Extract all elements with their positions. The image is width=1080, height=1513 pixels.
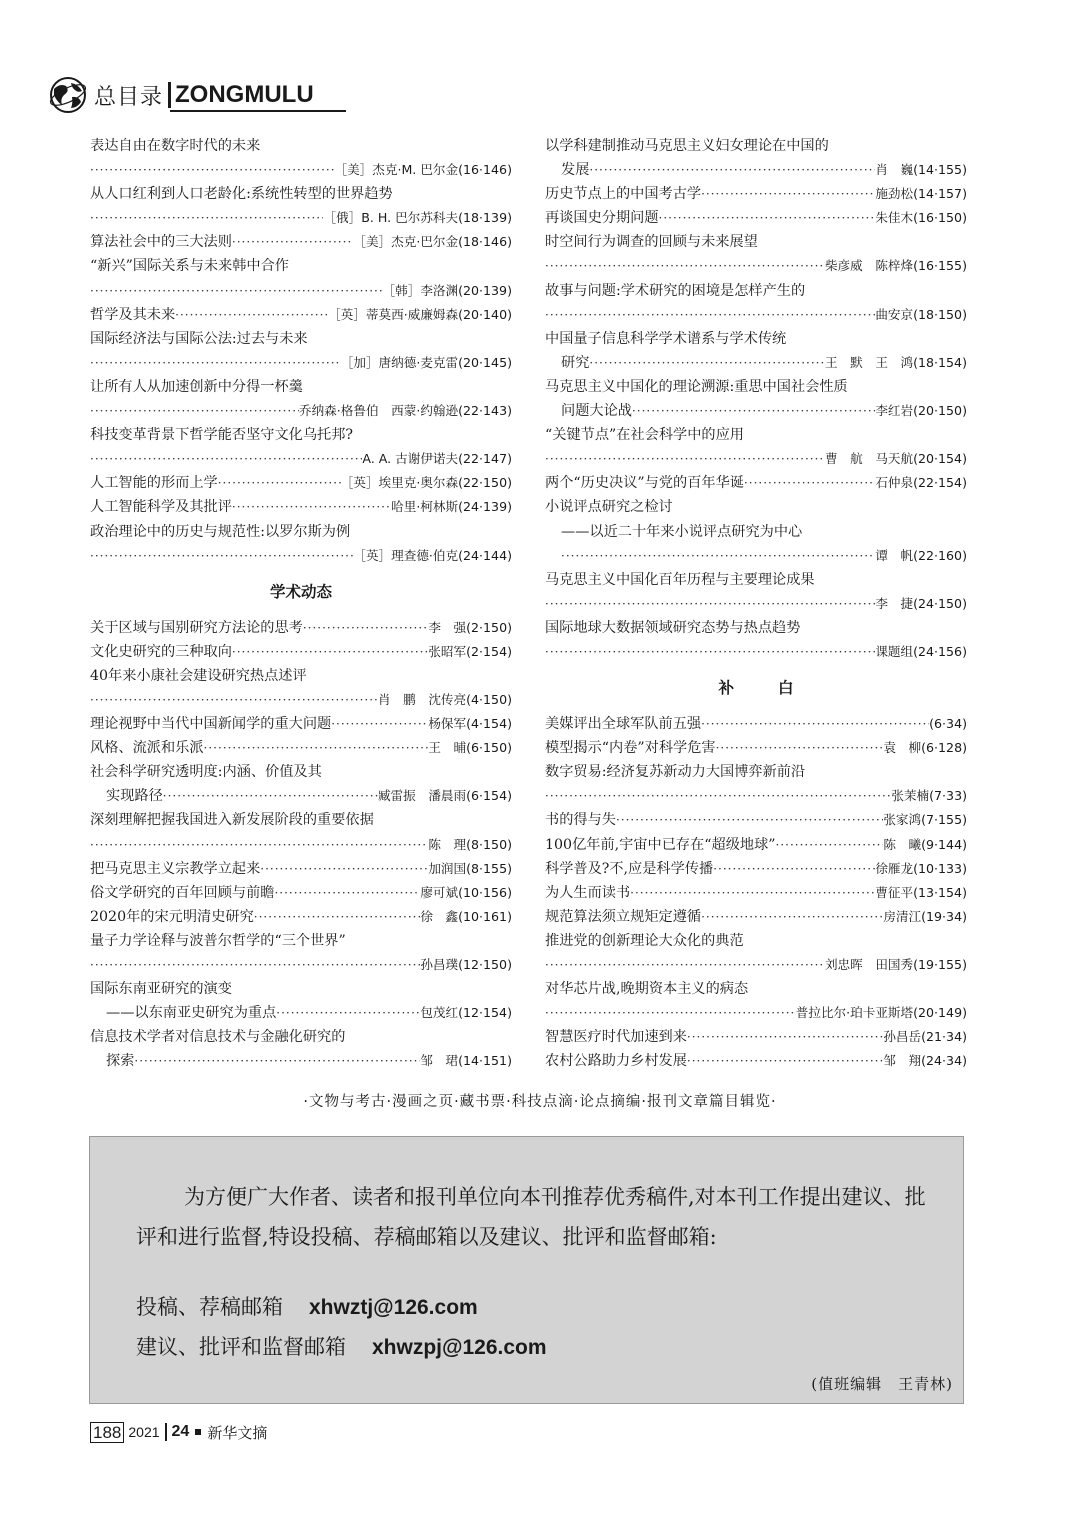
toc-entry-title: 书的得与失: [545, 812, 616, 829]
feedback-mailbox-label: 建议、批评和监督邮箱: [136, 1335, 346, 1359]
toc-entry-author-page: 陈 曦(9·144): [883, 836, 967, 852]
toc-entry-line: [545, 857, 967, 881]
toc-entry-line: [90, 254, 512, 278]
dot-leader: [545, 254, 825, 278]
toc-entry-line: [90, 640, 512, 664]
toc-entry-author-page: 李 捷(24·150): [875, 595, 967, 611]
dot-leader: [232, 495, 391, 519]
dot-leader: [687, 1049, 883, 1073]
dot-leader: [545, 303, 875, 327]
toc-entry-author-page: 杨保军(4·154): [428, 716, 512, 732]
dot-leader: [90, 351, 341, 375]
toc-entry-author-page: 孙昌璞(12·150): [420, 957, 512, 972]
toc-entry-line: [545, 1001, 967, 1025]
toc-entry-line: [90, 230, 512, 254]
notice-paragraph: 为方便广大作者、读者和报刊单位向本刊推荐优秀稿件,对本刊工作提出建议、批评和进行监督,特设投稿、荐稿邮箱以及建议、批评和监督邮箱:: [136, 1185, 926, 1249]
toc-entry-line: [545, 230, 967, 254]
dot-leader: [90, 953, 420, 977]
toc-entry-title: 40年来小康社会建设研究热点述评: [90, 667, 307, 684]
toc-entry-title: 理论视野中当代中国新闻学的重大问题: [90, 716, 332, 733]
toc-entry-author-page: 施劲松(14·157): [875, 186, 967, 202]
toc-entry-line: [90, 953, 512, 977]
toc-entry-line: [545, 254, 967, 278]
toc-entry-author-page: 普拉比尔·珀卡亚斯塔(20·149): [795, 1005, 967, 1021]
toc-entry-author-page: 陈 理(8·150): [428, 836, 512, 852]
page-number: 188: [90, 1422, 124, 1443]
toc-entry-title: 人工智能的形而上学: [90, 475, 218, 492]
toc-entry-title: 让所有人从加速创新中分得一杯羹: [90, 378, 303, 395]
toc-entry-line: [545, 808, 967, 832]
dot-leader: [744, 471, 875, 495]
toc-entry-author-page: 刘忠晖 田国秀(19·155): [824, 957, 967, 972]
toc-entry-title: 历史节点上的中国考古学: [545, 186, 702, 203]
toc-entry-line: [90, 471, 512, 495]
dot-leader: [545, 953, 825, 977]
toc-entry-author-page: ［英］埃里克·奥尔森(22·150): [340, 475, 512, 491]
dot-leader: [701, 905, 883, 929]
toc-entry-title: 国际东南亚研究的演变: [90, 981, 232, 998]
dot-leader: [659, 206, 876, 230]
toc-entry-title: 量子力学诠释与波普尔哲学的“三个世界”: [90, 932, 346, 949]
toc-entry-line: [545, 375, 967, 399]
dot-leader: [90, 158, 334, 182]
toc-entry-line: [545, 303, 967, 327]
dot-leader: [616, 808, 883, 832]
dot-leader: [90, 833, 428, 857]
globe-icon: [48, 75, 88, 115]
toc-entry-line: [90, 495, 512, 519]
toc-entry-line: [90, 929, 512, 953]
toc-entry-line: [90, 616, 512, 640]
toc-entry-author-page: 孙昌岳(21·34): [883, 1029, 967, 1045]
section-heading: 学术动态: [269, 582, 332, 601]
toc-entry-title: 问题大论战: [561, 403, 632, 420]
header-divider: [168, 82, 171, 108]
toc-entry-title: 社会科学研究透明度:内涵、价值及其: [90, 764, 322, 781]
feedback-email-link[interactable]: xhwzpj@126.com: [372, 1336, 547, 1359]
dot-leader: [90, 206, 323, 230]
toc-entry-line: [545, 1049, 967, 1073]
header-title-en: ZONGMULU: [175, 81, 314, 108]
toc-entry-line: [90, 905, 512, 929]
footer-issue: 24: [171, 1423, 190, 1440]
dot-leader: [701, 712, 929, 736]
toc-entry-author-page: 曹征平(13·154): [875, 884, 967, 900]
dot-leader: [716, 736, 884, 760]
toc-entry-title: 人工智能科学及其批评: [90, 499, 232, 516]
toc-entry-line: [545, 1025, 967, 1049]
toc-entry-line: [90, 712, 512, 736]
toc-entry-author-page: ［加］唐纳德·麦克雷(20·145): [340, 354, 512, 370]
toc-entry-line: [545, 471, 967, 495]
toc-entry-line: [545, 881, 967, 905]
toc-entry-author-page: 王 晡(6·150): [428, 740, 512, 756]
toc-entry-line: [90, 544, 512, 568]
dot-leader: [204, 736, 429, 760]
dot-leader: [545, 1001, 796, 1025]
toc-entry-title: 算法社会中的三大法则: [90, 234, 232, 251]
dot-leader: [589, 351, 825, 375]
toc-entry-author-page: ［英］理查德·伯克(24·144): [353, 547, 512, 563]
toc-entry-author-page: 袁 柳(6·128): [883, 740, 967, 756]
dot-leader: [90, 688, 378, 712]
toc-entry-line: [90, 881, 512, 905]
toc-entry-author-page: 曲安京(18·150): [875, 306, 967, 322]
dot-leader: [545, 784, 891, 808]
toc-entry-title: 风格、流派和乐派: [90, 740, 204, 757]
toc-entry-author-page: 肖 巍(14·155): [875, 162, 967, 178]
page-footer: [90, 1420, 267, 1444]
dot-leader: [254, 905, 421, 929]
toc-entry-title: 2020年的宋元明清史研究: [90, 908, 254, 925]
toc-entry-line: [90, 158, 512, 182]
toc-entry-author-page: 徐雁龙(10·133): [875, 860, 967, 876]
toc-entry-author-page: 曹 航 马天航(20·154): [824, 451, 967, 467]
toc-entry-line: [545, 134, 967, 158]
toc-entry-author-page: 邹 珺(14·151): [420, 1053, 512, 1069]
toc-right-column: [545, 134, 967, 1073]
toc-entry-author-page: A. A. 古谢伊诺夫(22·147): [362, 451, 512, 467]
toc-entry-line: [545, 592, 967, 616]
toc-entry-author-page: 王 默 王 鸿(18·154): [824, 354, 967, 370]
toc-entry-line: [90, 1001, 512, 1025]
dot-leader: [545, 447, 825, 471]
toc-entry-line: [545, 760, 967, 784]
toc-entry-line: [545, 495, 967, 519]
dot-leader: [545, 592, 875, 616]
toc-entry-author-page: ［俄］B. H. 巴尔苏科夫(18·139): [323, 210, 512, 226]
dot-leader: [303, 616, 429, 640]
toc-entry-line: [545, 327, 967, 351]
dot-leader: [90, 447, 362, 471]
toc-entry-author-page: 加润国(8·155): [428, 860, 512, 876]
toc-entry-title: 数字贸易:经济复苏新动力大国博弈新前沿: [545, 764, 806, 781]
dot-leader: [260, 857, 428, 881]
submission-notice-box: [89, 1136, 964, 1404]
toc-entry-line: [90, 784, 512, 808]
toc-entry-line: [90, 736, 512, 760]
toc-entry-author-page: 李 强(2·150): [428, 619, 512, 635]
duty-editor: (值班编辑 王青林): [811, 1375, 953, 1393]
toc-entry-title: 把马克思主义宗教学立起来: [90, 860, 261, 877]
toc-entry-author-page: (6·34): [929, 716, 967, 732]
toc-left-column: [90, 134, 512, 1073]
toc-entry-line: [545, 520, 967, 544]
dot-leader: [90, 279, 383, 303]
toc-entry-author-page: 房清江(19·34): [883, 908, 967, 924]
toc-entry-line: [545, 423, 967, 447]
toc-entry-title: 哲学及其未来: [90, 306, 176, 323]
toc-entry-author-page: 哈里·柯林斯(24·139): [391, 499, 512, 515]
toc-entry-title: 规范算法须立规矩定遵循: [545, 908, 702, 925]
toc-entry-line: [90, 399, 512, 423]
toc-entry-author-page: ［美］杰克·M. 巴尔金(16·146): [334, 162, 512, 178]
dot-leader: [687, 1025, 883, 1049]
toc-entry-line: [90, 447, 512, 471]
toc-entry-title: 为人生而读书: [545, 884, 631, 901]
dot-leader: [776, 833, 884, 857]
toc-entry-line: [90, 134, 512, 158]
submission-mailbox-label: 投稿、荐稿邮箱: [136, 1295, 283, 1319]
feedback-mailbox: [136, 1328, 547, 1366]
toc-entry-line: [90, 760, 512, 784]
toc-entry-title: 100亿年前,宇宙中已存在“超级地球”: [545, 836, 776, 853]
toc-entry-line: [90, 327, 512, 351]
toc-entry-title: 小说评点研究之检讨: [545, 499, 673, 516]
toc-entry-line: [90, 688, 512, 712]
toc-entry-title: 中国量子信息科学学术谱系与学术传统: [545, 330, 787, 347]
toc-entry-title: 智慧医疗时代加速到来: [545, 1029, 687, 1046]
toc-entry-title: 科学普及?不,应是科学传播: [545, 860, 714, 877]
toc-entry-author-page: ［英］蒂莫西·威廉姆森(20·140): [328, 306, 512, 322]
toc-entry-line: [545, 447, 967, 471]
toc-entry-line: [545, 158, 967, 182]
toc-entry-title: 国际地球大数据领域研究态势与热点趋势: [545, 619, 801, 636]
dot-leader: [134, 1049, 420, 1073]
column-tagline: ·文物与考古·漫画之页·藏书票·科技点滴·论点摘编·报刊文章篇目辑览·: [303, 1094, 777, 1110]
header-title-cn: 总目录: [94, 84, 164, 110]
toc-entry-author-page: 包茂红(12·154): [420, 1005, 512, 1021]
toc-entry-line: [90, 520, 512, 544]
toc-entry-line: [90, 1025, 512, 1049]
toc-entry-title: 马克思主义中国化的理论溯源:重思中国社会性质: [545, 378, 848, 395]
toc-entry-author-page: 朱佳木(16·150): [875, 210, 967, 226]
dot-leader: [589, 158, 875, 182]
toc-entry-line: [90, 206, 512, 230]
toc-entry-title: 再谈国史分期问题: [545, 210, 659, 227]
toc-entry-line: [545, 953, 967, 977]
toc-entry-line: [90, 279, 512, 303]
toc-entry-title: 关于区域与国别研究方法论的思考: [90, 619, 303, 636]
footer-square-icon: [195, 1429, 201, 1435]
toc-entry-title: 马克思主义中国化百年历程与主要理论成果: [545, 571, 815, 588]
dot-leader: [90, 399, 299, 423]
toc-entry-line: [545, 712, 967, 736]
toc-entry-title: 模型揭示“内卷”对科学危害: [545, 740, 716, 757]
dot-leader: [175, 303, 328, 327]
toc-entry-author-page: 徐 鑫(10·161): [420, 908, 512, 924]
toc-entry-line: [545, 616, 967, 640]
toc-entry-title: 表达自由在数字时代的未来: [90, 138, 261, 154]
toc-entry-title: 探索: [106, 1053, 135, 1070]
toc-entry-title: 研究: [561, 354, 590, 371]
toc-entry-author-page: 廖可斌(10·156): [420, 884, 512, 900]
toc-entry-title: 两个“历史决议”与党的百年华诞: [545, 475, 744, 492]
toc-entry-line: [545, 977, 967, 1001]
toc-entry-line: [545, 568, 967, 592]
toc-entry-title: 俗文学研究的百年回顾与前瞻: [90, 884, 275, 901]
toc-entry-line: [545, 279, 967, 303]
toc-entry-author-page: 李红岩(20·150): [875, 403, 967, 419]
toc-entry-line: [90, 977, 512, 1001]
dot-leader: [713, 857, 875, 881]
toc-entry-title: 政治理论中的历史与规范性:以罗尔斯为例: [90, 523, 351, 540]
toc-entry-author-page: 乔纳森·格鲁伯 西蒙·约翰逊(22·143): [298, 403, 512, 419]
toc-entry-title: 推进党的创新理论大众化的典范: [545, 932, 744, 949]
dot-leader: [630, 881, 875, 905]
toc-entry-author-page: 邹 翔(24·34): [883, 1053, 967, 1069]
toc-entry-line: [90, 664, 512, 688]
toc-entry-line: [545, 399, 967, 423]
toc-entry-line: [545, 351, 967, 375]
toc-entry-title: ——以东南亚史研究为重点: [106, 1005, 277, 1022]
footer-journal-name: 新华文摘: [207, 1423, 268, 1442]
toc-entry-line: [545, 640, 967, 664]
toc-entry-line: [545, 905, 967, 929]
section-heading: 补白: [718, 679, 838, 698]
footer-divider: [165, 1423, 167, 1441]
toc-entry-title: 农村公路助力乡村发展: [545, 1053, 687, 1070]
dot-leader: [163, 784, 378, 808]
toc-entry-line: [90, 423, 512, 447]
footer-year: 2021: [128, 1424, 160, 1440]
toc-entry-line: [90, 351, 512, 375]
toc-entry-author-page: 张茉楠(7·33): [891, 788, 967, 804]
toc-entry-author-page: 张昭军(2·154): [428, 643, 512, 659]
toc-entry-line: [545, 182, 967, 206]
toc-entry-title: “关键节点”在社会科学中的应用: [545, 427, 744, 444]
dot-leader: [561, 544, 875, 568]
toc-entry-line: [90, 1049, 512, 1073]
toc-entry-title: 文化史研究的三种取向: [90, 643, 232, 660]
submission-email-link[interactable]: xhwztj@126.com: [309, 1296, 478, 1319]
toc-entry-title: 美媒评出全球军队前五强: [545, 716, 702, 733]
toc-entry-author-page: 柴彦威 陈梓烽(16·155): [824, 258, 967, 274]
toc-entry-author-page: 臧雷振 潘晨雨(6·154): [377, 788, 512, 804]
toc-entry-author-page: 肖 鹏 沈传亮(4·150): [377, 691, 512, 707]
toc-entry-line: [90, 857, 512, 881]
toc-entry-author-page: 谭 帆(22·160): [875, 547, 967, 563]
dot-leader: [331, 712, 428, 736]
toc-entry-author-page: ［美］杰克·巴尔金(18·146): [353, 234, 512, 250]
toc-entry-title: 信息技术学者对信息技术与金融化研究的: [90, 1029, 346, 1046]
toc-entry-title: 时空间行为调查的回顾与未来展望: [545, 234, 758, 251]
header-underline: [170, 110, 346, 112]
toc-entry-line: [90, 303, 512, 327]
toc-entry-line: [90, 375, 512, 399]
dot-leader: [218, 471, 341, 495]
toc-entry-title: 实现路径: [106, 788, 163, 805]
toc-entry-line: [90, 833, 512, 857]
toc-entry-author-page: 石仲泉(22·154): [875, 475, 967, 491]
toc-entry-title: 从人口红利到人口老龄化:系统性转型的世界趋势: [90, 186, 393, 203]
toc-entry-title: 国际经济法与国际公法:过去与未来: [90, 330, 308, 347]
toc-entry-title: 发展: [561, 162, 590, 179]
dot-leader: [545, 640, 875, 664]
toc-entry-title: 故事与问题:学术研究的困境是怎样产生的: [545, 282, 806, 299]
toc-entry-line: [545, 833, 967, 857]
dot-leader: [632, 399, 875, 423]
toc-entry-title: 深刻理解把握我国进入新发展阶段的重要依据: [90, 812, 374, 829]
toc-entry-line: [90, 808, 512, 832]
toc-entry-line: [545, 544, 967, 568]
toc-entry-line: [545, 206, 967, 230]
submission-mailbox: [136, 1288, 478, 1326]
toc-entry-author-page: 张家鸿(7·155): [883, 812, 967, 828]
dot-leader: [90, 544, 353, 568]
toc-entry-title: 对华芯片战,晚期资本主义的病态: [545, 981, 749, 998]
toc-entry-title: “新兴”国际关系与未来韩中合作: [90, 258, 289, 275]
dot-leader: [232, 230, 353, 254]
dot-leader: [232, 640, 428, 664]
dot-leader: [276, 1001, 420, 1025]
toc-entry-author-page: ［韩］李洛渊(20·139): [382, 282, 512, 298]
toc-entry-title: 以学科建制推动马克思主义妇女理论在中国的: [545, 138, 829, 154]
toc-entry-line: [545, 929, 967, 953]
toc-entry-line: [545, 736, 967, 760]
toc-entry-author-page: 课题组(24·156): [875, 643, 967, 659]
toc-entry-title: ——以近二十年来小说评点研究为中心: [561, 523, 803, 540]
toc-entry-line: [545, 784, 967, 808]
toc-entry-title: 科技变革背景下哲学能否坚守文化乌托邦?: [90, 427, 353, 444]
dot-leader: [274, 881, 420, 905]
toc-entry-line: [90, 182, 512, 206]
dot-leader: [701, 182, 875, 206]
